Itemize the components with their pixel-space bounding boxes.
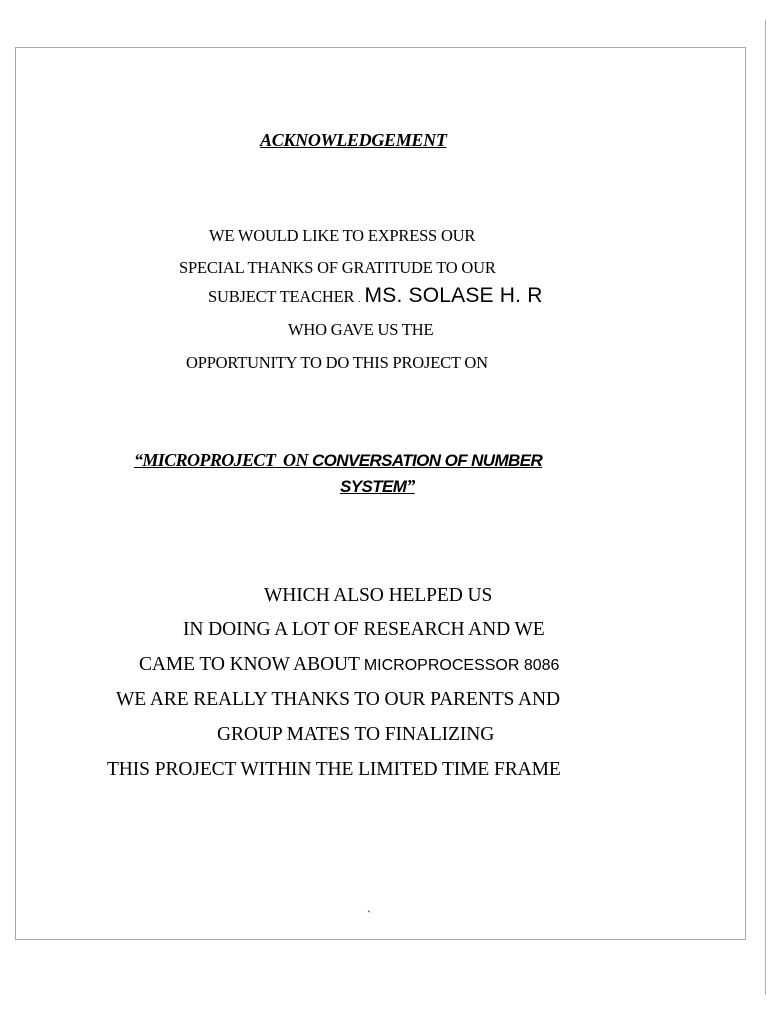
project-title-on: ON xyxy=(283,450,308,470)
paragraph1-line4: WHO GAVE US THE xyxy=(288,320,434,339)
page-edge-divider xyxy=(765,20,766,995)
paragraph2-line5: GROUP MATES TO FINALIZING xyxy=(217,724,495,745)
microprocessor-subject: MICROPROCESSOR 8086 xyxy=(363,657,560,674)
paragraph2-line2: IN DOING A LOT OF RESEARCH AND WE xyxy=(183,619,545,640)
acknowledgement-heading: ACKNOWLEDGEMENT xyxy=(260,130,447,150)
project-title-topic: CONVERSATION OF NUMBER xyxy=(311,451,543,470)
paragraph1-line2: SPECIAL THANKS OF GRATITUDE TO OUR xyxy=(179,258,496,277)
project-title-microproject: “MICROPROJECT xyxy=(134,450,276,470)
came-to-know-label: CAME TO KNOW ABOUT xyxy=(139,654,360,675)
separator-mark: . xyxy=(358,294,361,304)
paragraph1-line3 xyxy=(208,284,543,308)
paragraph1-line5: OPPORTUNITY TO DO THIS PROJECT ON xyxy=(186,353,488,372)
stray-mark: ` xyxy=(367,908,371,922)
project-title-line1 xyxy=(134,450,542,471)
paragraph2-line3 xyxy=(139,654,559,676)
project-title-system: SYSTEM xyxy=(340,477,407,496)
subject-teacher-label: SUBJECT TEACHER xyxy=(208,287,355,306)
paragraph1-line1: WE WOULD LIKE TO EXPRESS OUR xyxy=(209,226,476,245)
project-title-close-quote: ” xyxy=(406,476,415,496)
paragraph2-line4: WE ARE REALLY THANKS TO OUR PARENTS AND xyxy=(116,689,560,710)
project-title-line2 xyxy=(340,476,415,497)
teacher-name: MS. SOLASE H. R xyxy=(364,284,543,307)
paragraph2-line6: THIS PROJECT WITHIN THE LIMITED TIME FRAME xyxy=(107,759,561,780)
paragraph2-line1: WHICH ALSO HELPED US xyxy=(264,585,493,606)
